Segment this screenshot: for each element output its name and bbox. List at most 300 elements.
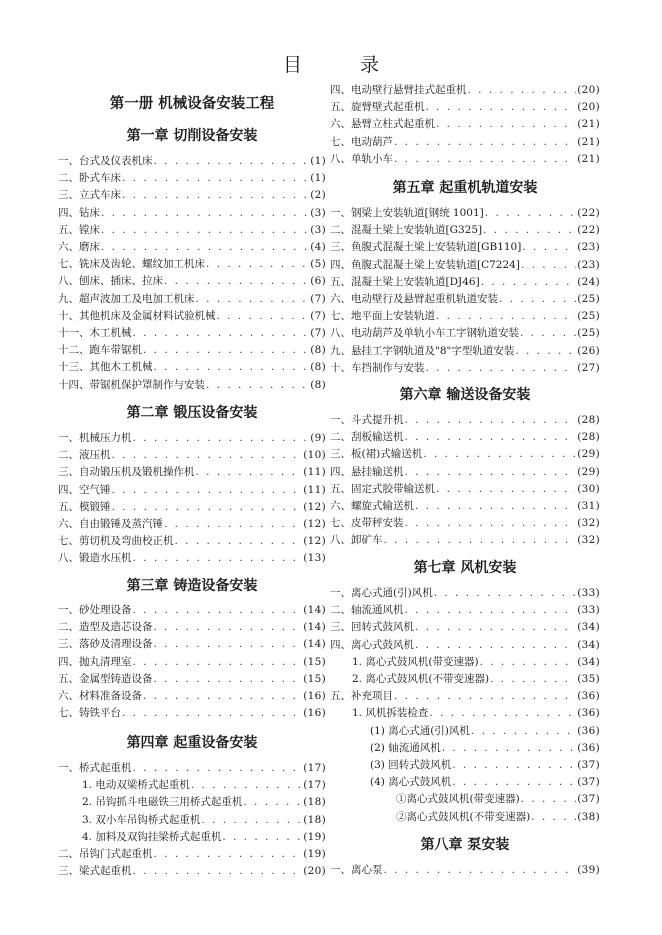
- toc-entry-page: (17): [303, 762, 326, 774]
- toc-entry: [330, 291, 600, 307]
- dot-leader: [384, 534, 577, 546]
- dot-leader: [112, 501, 303, 513]
- toc-entry-title: (2) 轴流通风机: [370, 741, 441, 754]
- toc-entry-page: (9): [310, 432, 326, 444]
- dot-leader: [122, 707, 302, 719]
- dot-leader: [499, 293, 576, 305]
- dot-leader: [143, 690, 302, 702]
- toc-entry-page: (26): [577, 344, 600, 357]
- toc-entry: [58, 516, 326, 532]
- toc-entry-page: (22): [577, 207, 600, 219]
- toc-entry: [58, 533, 326, 549]
- dot-leader: [133, 552, 303, 564]
- toc-entry-title: 三、鱼腹式混凝土梁上安装轨道[GB110]: [330, 241, 522, 254]
- dot-leader: [122, 172, 309, 184]
- toc-entry-title: 八、卸矿车: [330, 534, 383, 547]
- dot-leader: [133, 865, 303, 877]
- toc-entry: [330, 481, 600, 497]
- dot-leader: [196, 466, 303, 478]
- toc-entry: [330, 637, 600, 653]
- toc-entry-page: (18): [303, 813, 326, 826]
- toc-entry-title: 三、板(裙)式输送机: [330, 448, 423, 461]
- toc-entry-title: 三、落砂及清理设备: [58, 638, 153, 651]
- toc-entry-title: 一、钢梁上安装轨道[钢统 1001]: [330, 207, 484, 219]
- toc-entry-title: 八、刨床、插床、拉床: [58, 275, 163, 288]
- toc-entry-page: (39): [577, 864, 600, 876]
- toc-entry-page: (32): [577, 534, 600, 547]
- toc-entry-title: (1) 离心式通(引)风机: [370, 724, 470, 737]
- toc-entry: [58, 153, 326, 169]
- toc-entry-title: 二、吊钩门式起重机: [58, 848, 153, 860]
- toc-entry: [58, 602, 326, 618]
- toc-entry: [58, 863, 326, 879]
- toc-entry: [58, 636, 326, 652]
- toc-entry: [58, 291, 326, 307]
- dot-leader: [154, 673, 303, 685]
- dot-leader: [154, 621, 303, 633]
- toc-entry: [330, 688, 600, 704]
- toc-entry-title: 九、超声波加工及电加工机床: [58, 292, 195, 305]
- toc-entry-title: 一、台式及仪表机床: [58, 155, 153, 167]
- toc-entry: [58, 377, 326, 393]
- toc-entry: [352, 654, 600, 670]
- dot-leader: [394, 136, 576, 148]
- toc-entry-title: 六、螺旋式输送机: [330, 500, 414, 512]
- toc-entry: [58, 619, 326, 635]
- chapter-title: 第三章 铸造设备安装: [126, 578, 258, 594]
- toc-entry-page: (1): [310, 172, 326, 185]
- toc-entry-page: (36): [577, 741, 600, 754]
- toc-entry-page: (32): [577, 517, 600, 530]
- toc-entry-page: (16): [303, 707, 326, 720]
- toc-entry-page: (14): [303, 621, 326, 634]
- dot-leader: [196, 293, 310, 305]
- toc-entry-page: (36): [577, 724, 600, 737]
- dot-leader: [405, 466, 577, 478]
- dot-leader: [122, 189, 309, 201]
- toc-entry-page: (35): [577, 673, 600, 685]
- toc-entry-title: 三、梁式起重机: [58, 865, 132, 878]
- toc-entry: [58, 447, 326, 463]
- toc-entry-title: 十二、跑车带锯机: [58, 344, 142, 357]
- toc-entry-title: (3) 回转式鼓风机: [370, 759, 452, 771]
- dot-leader: [133, 656, 303, 668]
- toc-entry: [330, 446, 600, 462]
- toc-entry-title: 六、电动壁行及悬臂起重机轨道安装: [330, 293, 498, 305]
- toc-entry-page: (20): [577, 84, 600, 96]
- toc-entry-page: (28): [577, 431, 600, 444]
- toc-entry-title: ②离心式鼓风机(不带变速器): [396, 810, 531, 823]
- toc-entry-page: (16): [303, 690, 326, 702]
- toc-entry-page: (20): [577, 101, 600, 114]
- toc-entry-title: 二、刮板输送机: [330, 431, 404, 444]
- dot-leader: [222, 831, 302, 843]
- toc-entry: [330, 619, 600, 635]
- dot-leader: [485, 207, 576, 219]
- toc-entry-page: (1): [310, 155, 326, 167]
- toc-entry-title: 1. 电动双梁桥式起重机: [82, 779, 190, 792]
- dot-leader: [394, 690, 576, 702]
- dot-leader: [405, 414, 577, 426]
- toc-entry: [330, 602, 600, 618]
- toc-entry-title: 三、立式车床: [58, 189, 121, 202]
- toc-entry-title: 一、机械压力机: [58, 432, 132, 444]
- toc-entry: [58, 846, 326, 862]
- chapter-title: 第五章 起重机轨道安装: [392, 180, 538, 196]
- toc-entry-page: (37): [577, 776, 600, 789]
- toc-entry: [330, 343, 600, 359]
- toc-entry: [58, 550, 326, 566]
- toc-entry-title: 七、铣床及齿轮、螺纹加工机床: [58, 258, 205, 271]
- dot-leader: [154, 848, 303, 860]
- toc-entry-page: (21): [577, 135, 600, 148]
- toc-entry-title: 六、悬臂立柱式起重机: [330, 118, 435, 131]
- toc-entry: [58, 430, 326, 446]
- toc-entry: [58, 760, 326, 776]
- toc-entry-title: 一、桥式起重机: [58, 762, 132, 774]
- toc-entry-title: 四、空气锤: [58, 483, 111, 496]
- toc-entry-title: 二、轴流通风机: [330, 604, 404, 617]
- dot-leader: [468, 84, 577, 96]
- toc-entry-page: (19): [303, 830, 326, 843]
- toc-entry-title: 八、锻造水压机: [58, 552, 132, 565]
- toc-entry: [58, 482, 326, 498]
- toc-entry-title: 四、鱼腹式混凝土梁上安装轨道[C7224]: [330, 258, 520, 271]
- toc-entry-page: (2): [310, 189, 326, 202]
- toc-entry-title: 4. 加料及双钩挂梁桥式起重机: [82, 830, 222, 843]
- toc-entry: [58, 308, 326, 324]
- dot-leader: [164, 518, 302, 530]
- dot-leader: [522, 241, 576, 253]
- toc-entry-page: (24): [577, 275, 600, 288]
- toc-entry: [330, 862, 600, 878]
- toc-entry: [370, 774, 600, 790]
- toc-entry-page: (17): [303, 779, 326, 792]
- toc-entry-page: (23): [577, 241, 600, 254]
- toc-entry: [330, 464, 600, 480]
- dot-leader: [415, 639, 576, 651]
- toc-entry: [330, 239, 600, 255]
- toc-entry: [396, 809, 600, 825]
- dot-leader: [112, 449, 303, 461]
- toc-entry-page: (11): [303, 466, 326, 479]
- dot-leader: [175, 535, 303, 547]
- toc-entry-title: ①离心式鼓风机(带变速器): [396, 793, 520, 806]
- toc-entry-page: (36): [577, 707, 600, 720]
- toc-entry: [330, 515, 600, 531]
- toc-entry-page: (13): [303, 552, 326, 565]
- toc-entry-title: 三、自动锻压机及锻机操作机: [58, 466, 195, 479]
- toc-entry-page: (34): [577, 621, 600, 634]
- toc-entry-page: (14): [303, 638, 326, 651]
- toc-entry: [352, 705, 600, 721]
- volume-title: 第一册 机械设备安装工程: [109, 96, 275, 112]
- toc-entry: [330, 116, 600, 132]
- toc-entry-title: 五、混凝土梁上安装轨道[DJ46]: [330, 275, 480, 288]
- toc-entry-page: (8): [310, 361, 326, 374]
- dot-leader: [405, 431, 577, 443]
- toc-entry-title: 1. 离心式鼓风机(带变速器): [352, 655, 479, 668]
- toc-entry-title: 十四、带锯机保护罩制作与安装: [58, 378, 205, 391]
- dot-leader: [531, 811, 576, 823]
- toc-entry: [58, 325, 326, 341]
- dot-leader: [442, 742, 577, 754]
- toc-entry: [330, 257, 600, 273]
- toc-entry-page: (7): [310, 327, 326, 339]
- toc-entry: [370, 757, 600, 773]
- dot-leader: [133, 432, 310, 444]
- toc-entry: [82, 829, 326, 845]
- toc-entry-title: 二、液压机: [58, 449, 111, 462]
- dot-leader: [429, 707, 576, 719]
- chapter-title: 第四章 起重设备安装: [126, 735, 258, 751]
- dot-leader: [480, 656, 577, 668]
- toc-entry-page: (7): [310, 292, 326, 305]
- toc-entry: [330, 325, 600, 341]
- toc-entry-page: (3): [310, 206, 326, 219]
- dot-leader: [490, 673, 576, 685]
- toc-entry-title: 十三、其他木工机械: [58, 361, 153, 374]
- dot-leader: [436, 483, 576, 495]
- toc-entry-title: 五、模锻锤: [58, 500, 111, 513]
- toc-entry-title: 七、铸铁平台: [58, 707, 121, 720]
- dot-leader: [423, 448, 576, 460]
- toc-entry-page: (12): [303, 500, 326, 513]
- toc-entry-page: (27): [577, 361, 600, 374]
- toc-entry-page: (33): [577, 604, 600, 617]
- toc-entry: [352, 671, 600, 687]
- toc-entry-title: 1. 风机拆装检查: [352, 707, 429, 720]
- page-title: 目 录: [282, 54, 406, 76]
- toc-entry-page: (10): [303, 449, 326, 462]
- dot-leader: [101, 207, 309, 219]
- toc-entry: [330, 498, 600, 514]
- toc-entry-page: (19): [303, 848, 326, 860]
- toc-entry-title: 七、剪切机及弯曲校正机: [58, 535, 174, 548]
- dot-leader: [426, 362, 577, 374]
- toc-entry-page: (15): [303, 655, 326, 668]
- toc-entry-title: 二、混凝土梁上安装轨道[G325]: [330, 224, 483, 237]
- dot-leader: [481, 276, 577, 288]
- toc-entry-title: 七、地平面上安装轨道: [330, 310, 435, 323]
- toc-entry-title: 四、钻床: [58, 206, 100, 219]
- toc-entry-page: (12): [303, 518, 326, 530]
- dot-leader: [405, 517, 577, 529]
- toc-entry-title: 三、回转式鼓风机: [330, 621, 414, 634]
- toc-entry-title: 四、抛丸清理室: [58, 655, 132, 668]
- toc-entry-title: 2. 离心式鼓风机(不带变速器): [352, 673, 490, 685]
- dot-leader: [415, 500, 576, 512]
- toc-entry-page: (38): [577, 810, 600, 823]
- toc-entry-title: 九、悬挂工字钢轨道及"8"字型轨道安装: [330, 344, 515, 357]
- dot-leader: [201, 814, 302, 826]
- chapter-title: 第六章 输送设备安装: [399, 387, 531, 403]
- dot-leader: [515, 345, 576, 357]
- toc-entry: [58, 187, 326, 203]
- chapter-title: 第二章 锻压设备安装: [126, 405, 258, 421]
- dot-leader: [101, 241, 309, 253]
- toc-entry-title: 五、旋臂壁式起重机: [330, 101, 425, 114]
- dot-leader: [520, 327, 576, 339]
- toc-entry: [330, 360, 600, 376]
- toc-entry: [58, 499, 326, 515]
- toc-entry-page: (30): [577, 482, 600, 495]
- dot-leader: [405, 604, 577, 616]
- toc-entry-title: 二、卧式车床: [58, 172, 121, 185]
- toc-entry: [330, 151, 600, 167]
- toc-entry-page: (33): [577, 587, 600, 599]
- toc-entry-title: 七、皮带秤安装: [330, 517, 404, 530]
- dot-leader: [101, 224, 309, 236]
- toc-entry-page: (11): [303, 483, 326, 496]
- chapter-title: 第一章 切削设备安装: [126, 128, 258, 144]
- toc-entry-title: 五、金属型铸造设备: [58, 672, 153, 685]
- dot-leader: [434, 587, 577, 599]
- dot-leader: [143, 344, 309, 356]
- toc-entry: [330, 134, 600, 150]
- dot-leader: [521, 793, 577, 805]
- toc-entry: [58, 239, 326, 255]
- toc-entry: [330, 308, 600, 324]
- toc-entry-title: 四、离心式鼓风机: [330, 638, 414, 651]
- toc-entry-title: 3. 双小车吊钩桥式起重机: [82, 813, 201, 826]
- toc-entry-page: (12): [303, 535, 326, 548]
- toc-entry: [58, 170, 326, 186]
- dot-leader: [384, 864, 577, 876]
- toc-entry-page: (15): [303, 672, 326, 685]
- toc-entry: [58, 342, 326, 358]
- dot-leader: [217, 310, 310, 322]
- dot-leader: [243, 796, 302, 808]
- toc-entry-title: 八、单轨小车: [330, 152, 393, 165]
- toc-entry: [330, 222, 600, 238]
- toc-entry: [330, 412, 600, 428]
- dot-leader: [436, 118, 576, 130]
- toc-entry: [58, 464, 326, 480]
- dot-leader: [154, 361, 310, 373]
- toc-entry-title: 十一、木工机械: [58, 327, 132, 339]
- dot-leader: [133, 762, 303, 774]
- toc-entry-page: (36): [577, 690, 600, 703]
- toc-entry-title: 十、其他机床及金属材料试验机械: [58, 309, 216, 322]
- dot-leader: [112, 484, 303, 496]
- toc-entry: [58, 273, 326, 289]
- dot-leader: [191, 779, 302, 791]
- toc-entry: [370, 740, 600, 756]
- toc-entry-title: 一、离心泵: [330, 864, 383, 876]
- toc-entry-title: 十、车挡制作与安装: [330, 361, 425, 374]
- toc-entry-page: (25): [577, 327, 600, 340]
- toc-entry-page: (25): [577, 293, 600, 305]
- toc-entry-title: 六、材料准备设备: [58, 690, 142, 702]
- toc-entry: [82, 794, 326, 810]
- dot-leader: [206, 379, 309, 391]
- toc-entry-title: 一、离心式通(引)风机: [330, 587, 433, 599]
- toc-entry-page: (28): [577, 414, 600, 426]
- toc-entry-title: 六、自由锻锤及蒸汽锤: [58, 518, 163, 530]
- dot-leader: [206, 258, 309, 270]
- toc-entry-page: (8): [310, 378, 326, 391]
- toc-entry-title: 五、镗床: [58, 223, 100, 236]
- toc-entry-page: (5): [310, 258, 326, 271]
- toc-entry-page: (31): [577, 500, 600, 512]
- toc-entry: [58, 205, 326, 221]
- toc-entry-page: (37): [577, 759, 600, 771]
- toc-entry-page: (37): [577, 793, 600, 806]
- toc-entry-page: (3): [310, 223, 326, 236]
- dot-leader: [154, 638, 303, 650]
- toc-entry-page: (25): [577, 310, 600, 323]
- dot-leader: [394, 153, 576, 165]
- toc-entry-title: 六、磨床: [58, 241, 100, 253]
- toc-entry-page: (21): [577, 152, 600, 165]
- toc-entry-title: 二、造型及造芯设备: [58, 621, 153, 634]
- dot-leader: [471, 725, 576, 737]
- toc-entry: [82, 777, 326, 793]
- toc-entry-page: (8): [310, 344, 326, 357]
- toc-entry: [330, 585, 600, 601]
- toc-entry-page: (34): [577, 638, 600, 651]
- dot-leader: [426, 101, 577, 113]
- dot-leader: [483, 224, 576, 236]
- dot-leader: [154, 155, 310, 167]
- toc-entry: [82, 812, 326, 828]
- chapter-title: 第七章 风机安装: [413, 560, 517, 576]
- toc-entry-page: (4): [310, 241, 326, 253]
- toc-entry-title: 四、电动壁行悬臂挂式起重机: [330, 84, 467, 96]
- toc-entry-title: 四、悬挂输送机: [330, 465, 404, 478]
- dot-leader: [452, 776, 576, 788]
- toc-entry: [330, 532, 600, 548]
- toc-entry: [58, 671, 326, 687]
- toc-entry: [370, 723, 600, 739]
- toc-entry: [58, 222, 326, 238]
- chapter-title: 第八章 泵安装: [420, 837, 510, 853]
- toc-entry-title: 一、砂处理设备: [58, 604, 132, 616]
- toc-entry-page: (22): [577, 224, 600, 237]
- toc-entry-page: (21): [577, 118, 600, 131]
- dot-leader: [521, 259, 576, 271]
- toc-entry-page: (29): [577, 448, 600, 461]
- toc-entry-title: 2. 吊钩抓斗电磁铁三用桥式起重机: [82, 796, 243, 809]
- dot-leader: [133, 604, 303, 616]
- toc-entry: [330, 82, 600, 98]
- toc-entry-title: (4) 离心式鼓风机: [370, 776, 452, 789]
- toc-entry: [58, 654, 326, 670]
- toc-entry-title: 七、电动葫芦: [330, 135, 393, 148]
- toc-entry-title: 五、固定式胶带输送机: [330, 482, 435, 495]
- toc-entry: [330, 429, 600, 445]
- toc-entry-title: 一、斗式提升机: [330, 414, 404, 426]
- toc-entry-page: (34): [577, 655, 600, 668]
- toc-entry-page: (20): [303, 865, 326, 878]
- toc-entry: [330, 99, 600, 115]
- toc-entry: [330, 274, 600, 290]
- dot-leader: [436, 310, 576, 322]
- toc-entry-page: (29): [577, 465, 600, 478]
- toc-entry-page: (6): [310, 275, 326, 288]
- dot-leader: [452, 759, 576, 771]
- toc-entry: [58, 359, 326, 375]
- dot-leader: [164, 275, 309, 287]
- dot-leader: [415, 621, 576, 633]
- toc-entry: [58, 688, 326, 704]
- toc-entry-title: 五、补充项目: [330, 690, 393, 703]
- toc-entry-page: (23): [577, 258, 600, 271]
- toc-entry-page: (14): [303, 604, 326, 616]
- toc-entry: [58, 256, 326, 272]
- toc-entry-title: 八、电动葫芦及单轨小车工字钢轨道安装: [330, 327, 519, 340]
